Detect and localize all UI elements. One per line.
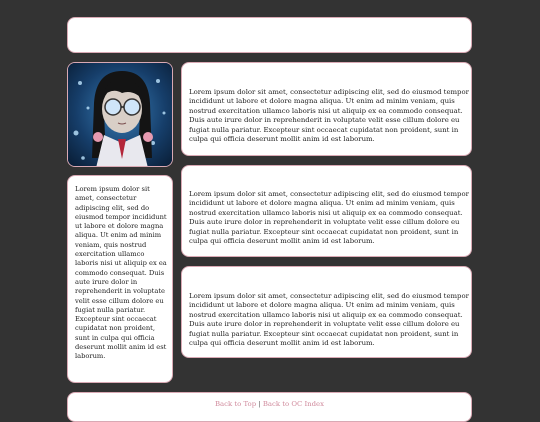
sidebar-text-box [67, 175, 173, 383]
content-box-3 [181, 266, 472, 358]
link-separator: | [258, 400, 261, 408]
character-portrait [67, 62, 173, 167]
content-box-2 [181, 165, 472, 257]
footer-box [67, 392, 472, 422]
back-to-index-link[interactable]: Back to OC Index [262, 400, 324, 408]
content-paragraph-2: Lorem ipsum dolor sit amet, consectetur adipiscing elit, sed do eiusmod tempor incididunt ut labore et dolore magna aliqua. Ut enim ad minim veniam, quis nostrud exercitation ullamco laboris nisi ut aliquip ex ea commodo consequat. Duis aute irure dolor in reprehenderit in voluptate velit esse cillum dolore eu fugiat nulla pariatur. Excepteur sint occaecat cupidatat non proident, sunt in culpa qui officia deserunt mollit anim id est laborum. [189, 190, 469, 246]
content-paragraph-3: Lorem ipsum dolor sit amet, consectetur adipiscing elit, sed do eiusmod tempor incididunt ut labore et dolore magna aliqua. Ut enim ad minim veniam, quis nostrud exercitation ullamco laboris nisi ut aliquip ex ea commodo consequat. Duis aute irure dolor in reprehenderit in voluptate velit esse cillum dolore eu fugiat nulla pariatur. Excepteur sint occaecat cupidatat non proident, sunt in culpa qui officia deserunt mollit anim id est laborum. [189, 292, 469, 348]
portrait-image [68, 63, 173, 167]
back-to-top-link[interactable]: Back to Top [214, 400, 257, 408]
header-box [67, 17, 472, 53]
footer-links [68, 400, 471, 408]
sidebar-paragraph: Lorem ipsum dolor sit amet, consectetur adipiscing elit, sed do eiusmod tempor incididunt ut labore et dolore magna aliqua. Ut enim ad minim veniam, quis nostrud exercitation ullamco laboris nisi ut aliquip ex ea commodo consequat. Duis aute irure dolor in reprehenderit in voluptate velit esse cillum dolore eu fugiat nulla pariatur. Excepteur sint occaecat cupidatat non proident, sunt in culpa qui officia deserunt mollit anim id est laborum. [75, 185, 167, 361]
content-box-1 [181, 62, 472, 156]
content-paragraph-1: Lorem ipsum dolor sit amet, consectetur adipiscing elit, sed do eiusmod tempor incididunt ut labore et dolore magna aliqua. Ut enim ad minim veniam, quis nostrud exercitation ullamco laboris nisi ut aliquip ex ea commodo consequat. Duis aute irure dolor in reprehenderit in voluptate velit esse cillum dolore eu fugiat nulla pariatur. Excepteur sint occaecat cupidatat non proident, sunt in culpa qui officia deserunt mollit anim id est laborum. [189, 88, 469, 144]
